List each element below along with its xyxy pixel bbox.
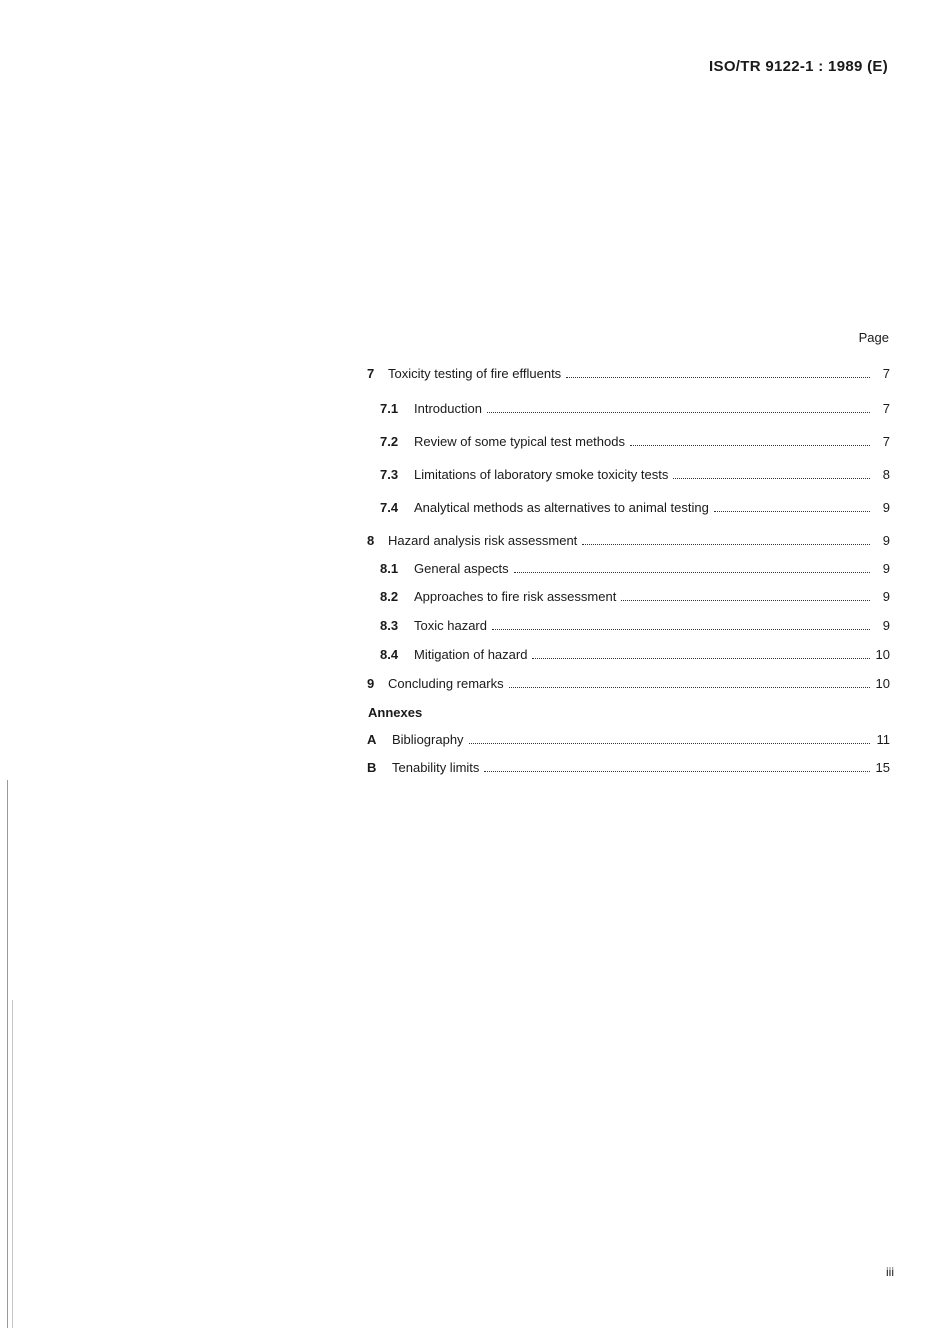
toc-entry-title: Hazard analysis risk assessment (388, 533, 578, 548)
toc-entry-number: 8.4 (380, 647, 399, 662)
toc-entry-page: 9 (882, 561, 890, 576)
dot-leader (514, 571, 870, 573)
dot-leader (582, 543, 870, 545)
scan-edge-line (7, 780, 8, 1328)
toc-entry-number: 8.3 (380, 618, 399, 633)
annex-entry[interactable] (367, 732, 890, 750)
toc-entry-page: 7 (882, 434, 890, 449)
toc-entry[interactable] (380, 618, 890, 636)
annex-title: Tenability limits (392, 760, 480, 775)
toc-entry-title: Mitigation of hazard (414, 647, 528, 662)
dot-leader (469, 742, 870, 744)
toc-entry-number: 7.3 (380, 467, 399, 482)
annexes-heading: Annexes (368, 705, 423, 720)
document-identifier: ISO/TR 9122-1 : 1989 (E) (709, 58, 888, 75)
toc-entry[interactable] (380, 500, 890, 518)
toc-entry[interactable] (380, 401, 890, 419)
dot-leader (714, 510, 870, 512)
toc-entry[interactable] (380, 561, 890, 579)
dot-leader (532, 657, 869, 659)
toc-entry-number: 8.2 (380, 589, 399, 604)
toc-entry-page: 9 (882, 533, 890, 548)
toc-entry[interactable] (380, 589, 890, 607)
toc-entry[interactable] (367, 366, 890, 384)
toc-entry[interactable] (380, 467, 890, 485)
dot-leader (673, 477, 870, 479)
scan-edge-line (12, 1000, 13, 1328)
toc-entry-number: 8 (367, 533, 375, 548)
toc-entry[interactable] (367, 676, 890, 694)
dot-leader (487, 411, 870, 413)
annex-letter: A (367, 732, 377, 747)
annex-page: 15 (875, 760, 890, 775)
toc-entry-title: Review of some typical test methods (414, 434, 625, 449)
toc-entry-number: 7.4 (380, 500, 399, 515)
dot-leader (621, 599, 870, 601)
toc-entry-page: 7 (882, 401, 890, 416)
toc-entry-title: Approaches to fire risk assessment (414, 589, 617, 604)
toc-entry-title: Toxicity testing of fire effluents (388, 366, 562, 381)
toc-entry-page: 9 (882, 589, 890, 604)
toc-entry-number: 9 (367, 676, 375, 691)
toc-entry-title: Introduction (414, 401, 482, 416)
annex-entry[interactable] (367, 760, 890, 778)
toc-entry-number: 8.1 (380, 561, 399, 576)
page-number: iii (886, 1265, 894, 1279)
toc-entry-title: Toxic hazard (414, 618, 487, 633)
table-of-contents (367, 0, 890, 1328)
toc-entry-page: 10 (875, 647, 890, 662)
toc-entry[interactable] (367, 533, 890, 551)
toc-entry-page: 7 (882, 366, 890, 381)
dot-leader (484, 770, 869, 772)
annex-title: Bibliography (392, 732, 464, 747)
dot-leader (566, 376, 870, 378)
toc-entry-number: 7.1 (380, 401, 399, 416)
dot-leader (492, 628, 870, 630)
annex-page: 11 (876, 732, 890, 747)
annex-letter: B (367, 760, 377, 775)
toc-entry[interactable] (380, 647, 890, 665)
toc-entry-page: 10 (875, 676, 890, 691)
page-column-label: Page (858, 330, 889, 345)
toc-entry-page: 9 (882, 500, 890, 515)
toc-entry-title: Limitations of laboratory smoke toxicity tests (414, 467, 669, 482)
toc-entry-title: General aspects (414, 561, 509, 576)
toc-entry-page: 8 (882, 467, 890, 482)
toc-entry-title: Concluding remarks (388, 676, 504, 691)
dot-leader (630, 444, 870, 446)
toc-entry-page: 9 (882, 618, 890, 633)
toc-entry-title: Analytical methods as alternatives to animal testing (414, 500, 709, 515)
toc-entry-number: 7 (367, 366, 375, 381)
toc-entry-number: 7.2 (380, 434, 399, 449)
dot-leader (509, 686, 870, 688)
toc-entry[interactable] (380, 434, 890, 452)
